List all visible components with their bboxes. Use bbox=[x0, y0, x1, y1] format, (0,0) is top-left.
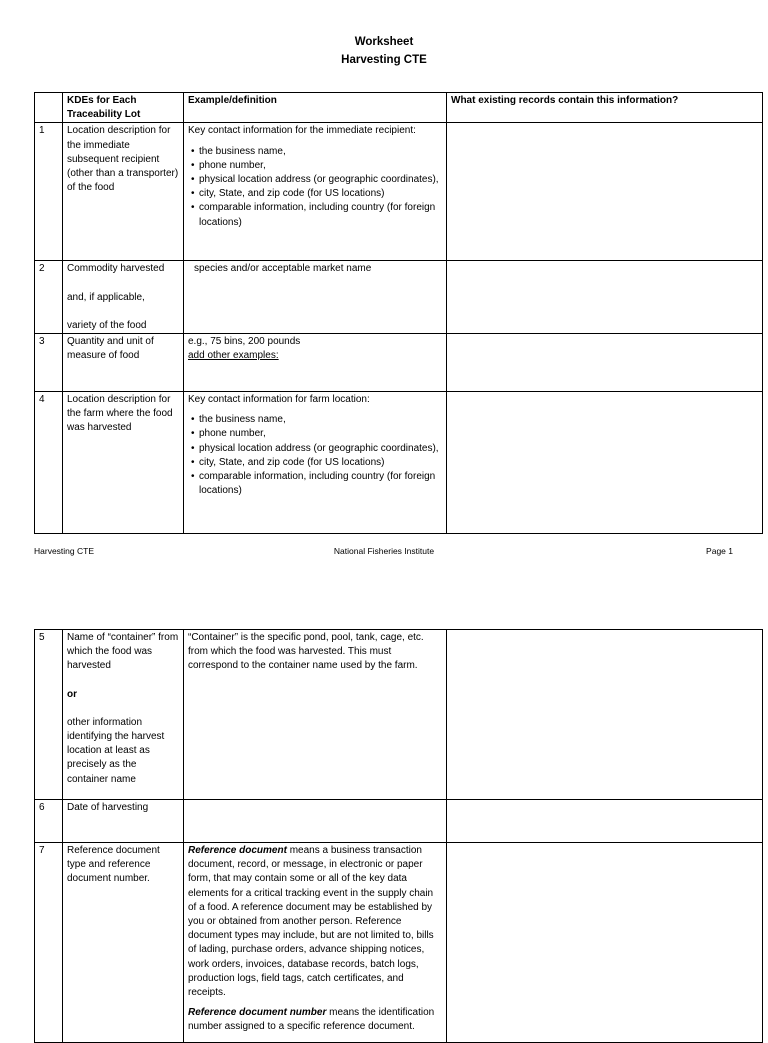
records-cell[interactable] bbox=[447, 123, 763, 261]
kde-cell: Date of harvesting bbox=[63, 800, 184, 843]
list-item: • city, State, and zip code (for US locations) bbox=[188, 456, 442, 470]
example-cell: “Container” is the specific pond, pool, tank, cage, etc. from which the food was harvested. This must correspond to the container name used by the farm. bbox=[184, 630, 447, 800]
example-cell bbox=[184, 843, 447, 1043]
table-row bbox=[35, 334, 763, 392]
kde-line: variety of the food bbox=[67, 319, 147, 331]
kde-cell: Location description for the immediate subsequent recipient (other than a transporter) of the food bbox=[63, 123, 184, 261]
kde-line: Commodity harvested bbox=[67, 263, 165, 275]
kde-or: or bbox=[67, 688, 77, 700]
add-examples-prompt: add other examples: bbox=[188, 350, 279, 362]
header-number bbox=[35, 93, 63, 123]
example-intro: Key contact information for the immediate recipient: bbox=[188, 125, 416, 137]
records-cell[interactable] bbox=[447, 392, 763, 534]
table-row bbox=[35, 843, 763, 1043]
header-kde: KDEs for Each Traceability Lot bbox=[63, 93, 184, 123]
kde-cell bbox=[63, 630, 184, 800]
example-cell bbox=[184, 334, 447, 392]
kde-cell: Quantity and unit of measure of food bbox=[63, 334, 184, 392]
list-item: • the business name, bbox=[188, 413, 442, 427]
list-item: • comparable information, including country (for foreign locations) bbox=[188, 201, 442, 229]
table-row bbox=[35, 630, 763, 800]
kde-cell bbox=[63, 261, 184, 334]
definition-term: Reference document bbox=[188, 845, 287, 856]
definition-paragraph bbox=[188, 844, 442, 1000]
row-number: 7 bbox=[35, 843, 63, 1043]
table-header-row bbox=[35, 93, 763, 123]
records-cell[interactable] bbox=[447, 630, 763, 800]
definition-paragraph bbox=[188, 1006, 442, 1034]
table-row bbox=[35, 800, 763, 843]
list-item: • comparable information, including country (for foreign locations) bbox=[188, 470, 442, 498]
records-cell[interactable] bbox=[447, 843, 763, 1043]
table-row bbox=[35, 261, 763, 334]
records-cell[interactable] bbox=[447, 334, 763, 392]
example-cell bbox=[184, 261, 447, 334]
list-item: • physical location address (or geographic coordinates), bbox=[188, 442, 442, 456]
kde-cell: Reference document type and reference document number. bbox=[63, 843, 184, 1043]
row-number: 6 bbox=[35, 800, 63, 843]
header-records: What existing records contain this information? bbox=[447, 93, 763, 123]
example-cell bbox=[184, 392, 447, 534]
table-row bbox=[35, 123, 763, 261]
example-cell bbox=[184, 800, 447, 843]
definition-term: Reference document number bbox=[188, 1007, 327, 1019]
row-number: 2 bbox=[35, 261, 63, 334]
table-row bbox=[35, 392, 763, 534]
kde-line: and, if applicable, bbox=[67, 291, 145, 303]
definition-text: means the identification number assigned to a specific reference document. bbox=[188, 1007, 435, 1033]
kde-text: Name of “container” from which the food was harvested bbox=[67, 632, 179, 672]
example-intro: Key contact information for farm location: bbox=[188, 394, 370, 406]
example-bullet-list bbox=[188, 413, 442, 498]
header-example: Example/definition bbox=[184, 93, 447, 123]
kde-text: other information identifying the harvest location at least as precisely as the container name bbox=[67, 716, 165, 785]
row-number: 5 bbox=[35, 630, 63, 800]
list-item: • phone number, bbox=[188, 427, 442, 441]
example-bullet-list bbox=[188, 145, 442, 230]
list-item: • city, State, and zip code (for US locations) bbox=[188, 187, 442, 201]
footer-page-number: Page 1 bbox=[706, 546, 733, 556]
document-subtitle: Harvesting CTE bbox=[341, 54, 427, 66]
list-item: • the business name, bbox=[188, 145, 442, 159]
footer-center: National Fisheries Institute bbox=[333, 546, 435, 556]
row-number: 4 bbox=[35, 392, 63, 534]
kde-table-page-2 bbox=[34, 629, 763, 1043]
document-title: Worksheet bbox=[354, 36, 414, 48]
list-item: • physical location address (or geographic coordinates), bbox=[188, 173, 442, 187]
kde-table-page-1 bbox=[34, 92, 763, 534]
row-number: 3 bbox=[35, 334, 63, 392]
records-cell[interactable] bbox=[447, 261, 763, 334]
records-cell[interactable] bbox=[447, 800, 763, 843]
kde-cell: Location description for the farm where the food was harvested bbox=[63, 392, 184, 534]
example-text: e.g., 75 bins, 200 pounds bbox=[188, 336, 301, 348]
definition-text: means a business transaction document, record, or message, in electronic or paper form, that may contain some or all of the key data elements for a critical tracking event in the supply chain of a food. A reference document may be established by you or obtained from another person. Reference document types may include, but are not limited to, bills of lading, purchase orders, advance shipping notices, work orders, invoices, database records, batch logs, production logs, field tags, catch certificates, and receipts. bbox=[188, 845, 434, 999]
example-cell bbox=[184, 123, 447, 261]
footer-left: Harvesting CTE bbox=[34, 546, 94, 556]
example-text: species and/or acceptable market name bbox=[194, 263, 372, 275]
row-number: 1 bbox=[35, 123, 63, 261]
list-item: • phone number, bbox=[188, 159, 442, 173]
